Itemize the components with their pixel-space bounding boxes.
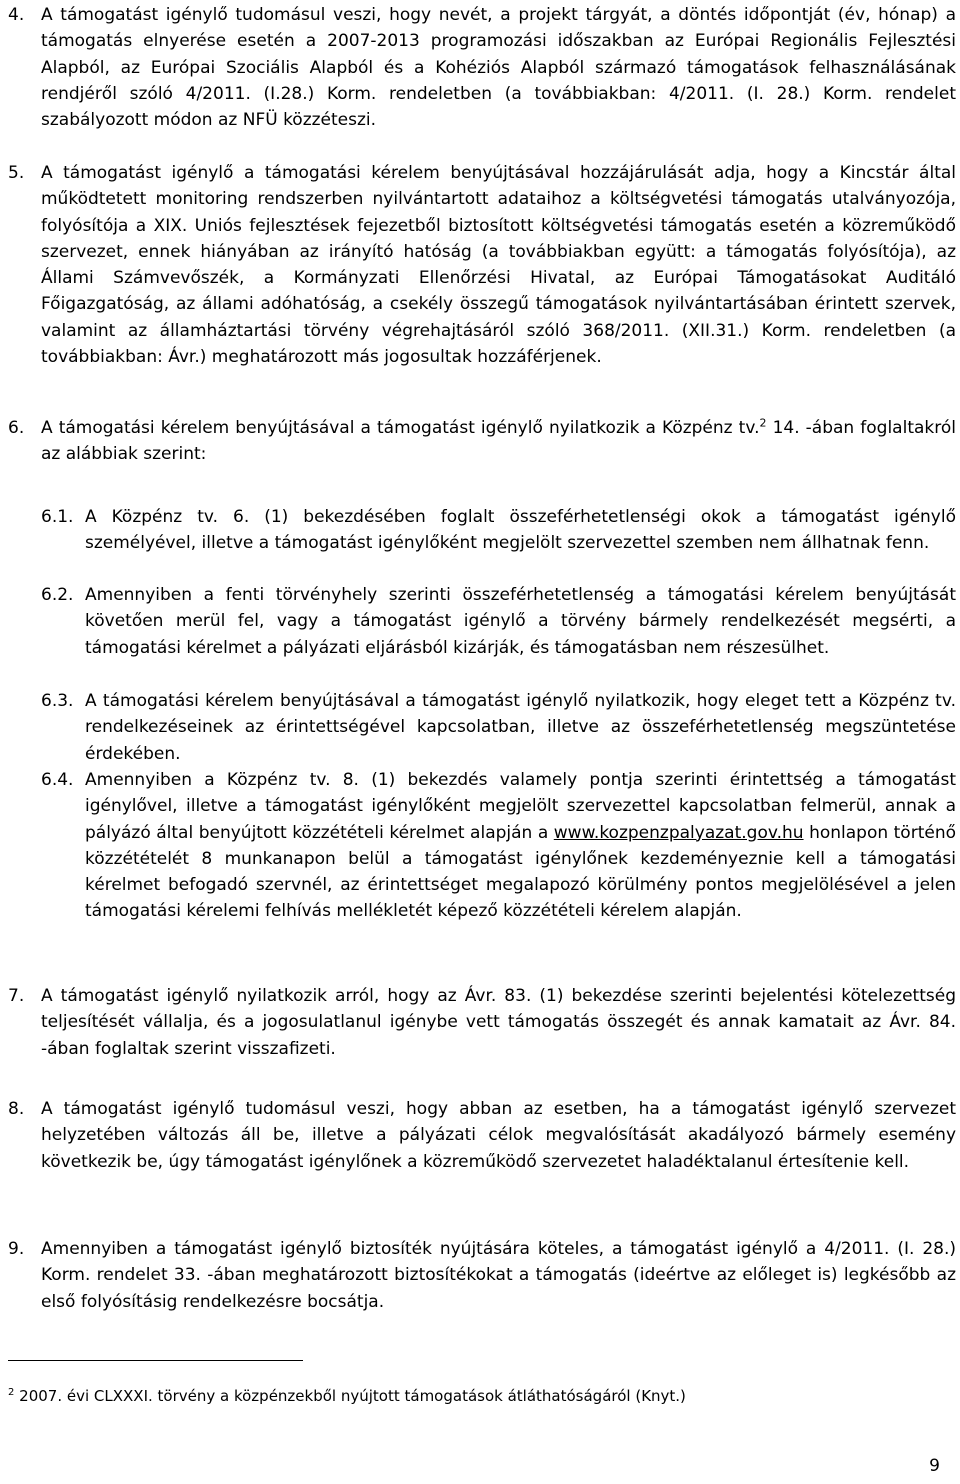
subparagraph-number: 6.1. (41, 507, 74, 527)
subparagraph-6-1 (41, 504, 956, 557)
subparagraph-text: Amennyiben a fenti törvényhely szerinti összeférhetetlenség a támogatási kérelem benyújtását követően merül fel, vagy a támogatást igénylő a törvény bármely rendelkezését megsérti, a támogatási kérelmet a pályázati eljárásból kizárják, és támogatásban nem részesülhet. (85, 585, 956, 658)
subparagraph-text-part-b: honlapon történő közzétételét 8 munkanapon belül a támogatást igénylőnek kezdeményeznie kell a támogatási kérelmet befogadó szervnél, az érintettséget megalapozó körülmény pontos megjelölésével a jelen támogatási kérelemi felhívás mellékletét képező közzétételi kérelem alapján. (85, 822, 956, 922)
subparagraph-number: 6.2. (41, 585, 74, 605)
paragraph-text: A támogatást igénylő tudomásul veszi, hogy abban az esetben, ha a támogatást igénylő szervezet helyzetében változás áll be, illetve a pályázati célok megvalósítását akadályozó bármely esemény következik be, úgy támogatást igénylőnek a közreműködő szervezetet haladéktalanul értesítenie kell. (41, 1099, 956, 1172)
paragraph-4 (8, 2, 956, 133)
subparagraph-number: 6.4. (41, 770, 74, 790)
paragraph-text-part-b: 14. -ában foglaltakról az alábbiak szerint: (41, 418, 956, 465)
subparagraph-6-2 (41, 582, 956, 661)
paragraph-text: A támogatást igénylő tudomásul veszi, hogy nevét, a projekt tárgyát, a döntés időpontját (év, hónap) a támogatás elnyerése esetén a 2007-2013 programozási időszakban az Európai Regionális Fejlesztési Alapból, az Európai Szociális Alapból és a Kohéziós Alapból származó támogatások felhasználásának rendjéről szóló 4/2011. (I.28.) Korm. rendeletben (a továbbiakban: 4/2011. (I. 28.) Korm. rendelet szabályozott módon az NFÜ közzéteszi. (41, 5, 956, 131)
paragraph-text: A támogatást igénylő nyilatkozik arról, hogy az Ávr. 83. (1) bekezdése szerinti bejelentési kötelezettség teljesítését vállalja, és a jogosulatlanul igénybe vett támogatás összegét és annak kamatait az Ávr. 84. -ában foglaltak szerint visszafizeti. (41, 986, 956, 1059)
page-number: 9 (929, 1456, 940, 1476)
paragraph-number: 4. (8, 5, 25, 25)
paragraph-5 (8, 160, 956, 370)
paragraph-number: 9. (8, 1239, 25, 1259)
subparagraph-text-part-a: Amennyiben a Közpénz tv. 8. (1) bekezdés valamely pontja szerinti érintettség a támogatást igénylővel, illetve a támogatást igénylőként megjelölt szervezettel kapcsolatban felmerül, annak a pályázó által benyújtott közzétételi kérelmet alapján a (85, 770, 956, 843)
paragraph-6 (8, 415, 956, 468)
footnote-ref[interactable]: 2 (759, 416, 767, 430)
subparagraph-text (85, 767, 956, 925)
subparagraph-text: A Közpénz tv. 6. (1) bekezdésében foglalt összeférhetetlenségi okok a támogatást igénylő személyével, illetve a támogatást igénylőként megjelölt szervezettel szemben nem állhatnak fenn. (85, 507, 956, 554)
paragraph-number: 6. (8, 418, 25, 438)
website-link[interactable]: www.kozpenzpalyazat.gov.hu (553, 822, 804, 843)
footnote-marker: 2 (8, 1387, 15, 1398)
paragraph-number: 5. (8, 163, 25, 183)
paragraph-text: Amennyiben a támogatást igénylő biztosíték nyújtására köteles, a támogatást igénylő a 4/2011. (I. 28.) Korm. rendelet 33. -ában meghatározott biztosítékokat a támogatás (ideértve az előleget is) legkésőbb az első folyósításig rendelkezésre bocsátja. (41, 1239, 956, 1312)
subparagraph-number: 6.3. (41, 691, 74, 711)
footnote-text: 2007. évi CLXXXI. törvény a közpénzekből nyújtott támogatások átláthatóságáról (Knyt.) (19, 1387, 686, 1405)
subparagraph-6-4 (41, 767, 956, 925)
paragraph-8 (8, 1096, 956, 1175)
paragraph-text-part-a: A támogatási kérelem benyújtásával a támogatást igénylő nyilatkozik a Közpénz tv. (41, 418, 760, 438)
paragraph-number: 8. (8, 1099, 25, 1119)
footnote (8, 1386, 948, 1406)
footnote-separator (8, 1360, 303, 1361)
subparagraph-6-3 (41, 688, 956, 767)
paragraph-9 (8, 1236, 956, 1315)
paragraph-text: A támogatást igénylő a támogatási kérelem benyújtásával hozzájárulását adja, hogy a Kincstár által működtetett monitoring rendszerben nyilvántartott adataihoz a költségvetési támogatás utalványozója, folyósítója a XIX. Uniós fejlesztések fejezetből biztosított költségvetési támogatás esetén a közreműködő szervezet, ennek hiányában az irányító hatóság (a továbbiakban együtt: a támogatás folyósítója), az Állami Számvevőszék, a Kormányzati Ellenőrzési Hivatal, az Európai Támogatásokat Auditáló Főigazgatóság, az állami adóhatóság, a csekély összegű támogatások nyilvántartásában érintett szervek, valamint az államháztartási törvény végrehajtásáról szóló 368/2011. (XII.31.) Korm. rendeletben (a továbbiakban: Ávr.) meghatározott más jogosultak hozzáférjenek. (41, 163, 956, 368)
paragraph-text (41, 415, 956, 468)
paragraph-7 (8, 983, 956, 1062)
subparagraph-text: A támogatási kérelem benyújtásával a támogatást igénylő nyilatkozik, hogy eleget tett a Közpénz tv. rendelkezéseinek az érintettségével kapcsolatban, illetve az összeférhetetlenség megszüntetése érdekében. (85, 691, 956, 764)
paragraph-number: 7. (8, 986, 25, 1006)
